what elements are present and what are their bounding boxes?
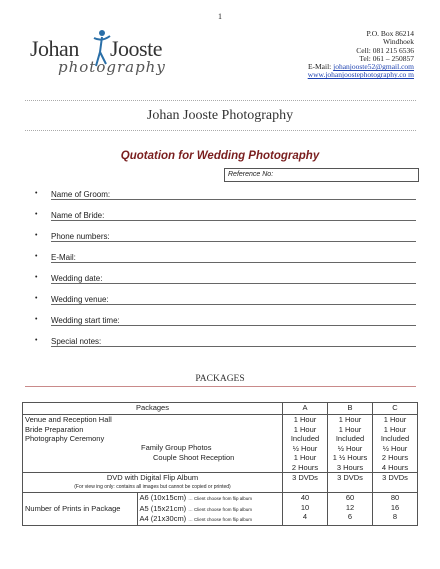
po-box: P.O. Box 86214 xyxy=(366,29,414,38)
packages-title: PACKAGES xyxy=(195,374,245,384)
bullet-icon: • xyxy=(35,274,38,281)
header-b: B xyxy=(328,403,373,415)
field-email[interactable] xyxy=(35,253,416,263)
packages-table xyxy=(22,402,418,526)
field-special-notes[interactable] xyxy=(35,337,416,347)
logo-name-left: Johan xyxy=(30,36,79,61)
website-link[interactable]: www.johanjoostephotography.co m xyxy=(307,70,414,80)
prints-b: 60 12 6 xyxy=(328,493,373,526)
website-row xyxy=(308,71,414,79)
field-start-time[interactable] xyxy=(35,316,416,326)
dvd-label: DVD with Digital Flip Album xyxy=(106,473,199,482)
header-a: A xyxy=(283,403,328,415)
services-list: Venue and Reception Hall Bride Preparation Photography Ceremony xyxy=(23,415,138,473)
company-logo xyxy=(30,28,175,80)
divider xyxy=(25,130,416,131)
reference-label: Reference No: xyxy=(228,171,274,178)
field-label: Name of Groom: xyxy=(51,190,111,199)
dvd-b: 3 DVDs xyxy=(328,473,373,493)
bullet-icon: • xyxy=(35,211,38,218)
field-label: Wedding venue: xyxy=(51,295,109,304)
page-title: Johan Jooste Photography xyxy=(146,108,294,123)
col-b-values: 1 Hour 1 Hour Included ½ Hour 1 ½ Hours 3 Hours xyxy=(328,415,373,473)
reference-field[interactable] xyxy=(224,168,419,182)
quotation-title: Quotation for Wedding Photography xyxy=(120,150,320,162)
field-phone[interactable] xyxy=(35,232,416,242)
bullet-icon: • xyxy=(35,232,38,239)
prints-label: Number of Prints in Package xyxy=(23,493,138,526)
col-a-values: 1 Hour 1 Hour Included ½ Hour 1 Hour 2 Hours xyxy=(283,415,328,473)
prints-a: 40 10 4 xyxy=(283,493,328,526)
bullet-icon: • xyxy=(35,190,38,197)
email-link[interactable]: johanjooste52@gmail.com xyxy=(333,62,414,72)
table-row-services xyxy=(23,415,418,473)
city: Windhoek xyxy=(383,37,414,47)
field-label: Phone numbers: xyxy=(51,232,110,241)
contact-block xyxy=(308,30,414,80)
dvd-cell xyxy=(23,473,283,493)
field-wedding-date[interactable] xyxy=(35,274,416,284)
print-sizes: A6 (10x15cm) … Client choose from flip album A5 (15x21cm) … Client choose from flip album A4 (21x30cm) … Client choose from flip album xyxy=(137,493,283,526)
email-label: E-Mail: xyxy=(307,62,334,72)
dvd-a: 3 DVDs xyxy=(283,473,328,493)
tel-number: Tel: 061 – 250857 xyxy=(359,53,414,63)
field-label: Wedding date: xyxy=(51,274,103,283)
logo-script: photography xyxy=(58,58,166,76)
field-wedding-venue[interactable] xyxy=(35,295,416,305)
bullet-icon: • xyxy=(35,316,38,323)
table-header-row xyxy=(23,403,418,415)
divider xyxy=(25,100,416,101)
logo-name-right: Jooste xyxy=(110,36,162,61)
bullet-icon: • xyxy=(35,295,38,302)
table-row-prints xyxy=(23,493,418,526)
bullet-icon: • xyxy=(35,253,38,260)
field-label: Wedding start time: xyxy=(51,316,120,325)
field-groom[interactable] xyxy=(35,190,416,200)
header-packages: Packages xyxy=(23,403,283,415)
col-c-values: 1 Hour 1 Hour Included ½ Hour 2 Hours 4 Hours xyxy=(373,415,418,473)
field-label: E-Mail: xyxy=(51,253,76,262)
bullet-icon: • xyxy=(35,337,38,344)
table-row-dvd xyxy=(23,473,418,493)
header-c: C xyxy=(373,403,418,415)
dvd-c: 3 DVDs xyxy=(373,473,418,493)
dvd-note: (For view ing only: contains all images but cannot be copied or printed) xyxy=(74,483,231,490)
page-number: 1 xyxy=(218,12,222,21)
field-label: Name of Bride: xyxy=(51,211,105,220)
cell-number: Cell: 081 215 6536 xyxy=(356,45,414,55)
field-label: Special notes: xyxy=(51,337,102,346)
prints-c: 80 16 8 xyxy=(373,493,418,526)
packages-divider xyxy=(25,386,416,387)
services-extra: Family Group Photos Couple Shoot Reception xyxy=(137,415,283,473)
field-bride[interactable] xyxy=(35,211,416,221)
